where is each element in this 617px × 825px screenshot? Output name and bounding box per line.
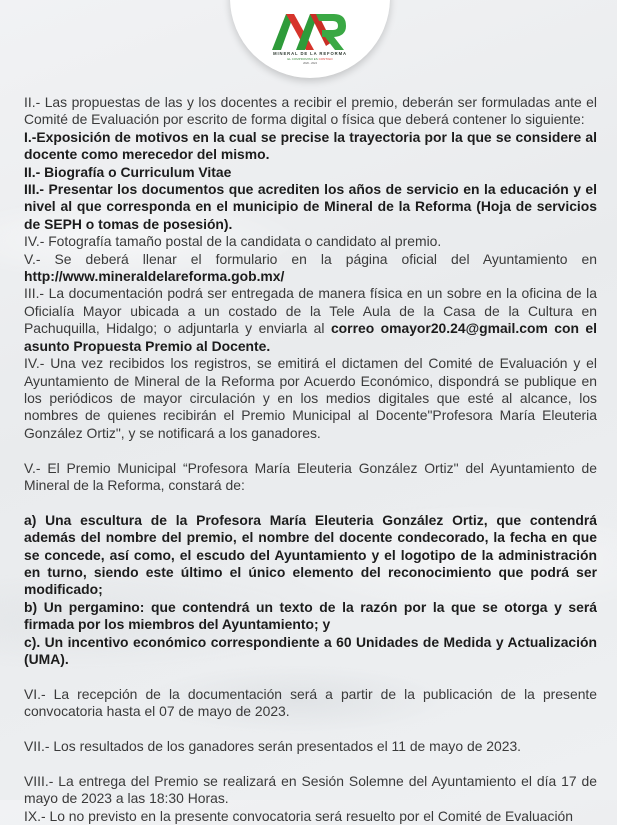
spacer — [24, 442, 597, 459]
logo-tagline-green: EL COMPROMISO ES — [287, 57, 318, 61]
logo-tagline-red: CONTIGO — [318, 57, 333, 61]
prize-item-c: c). Un incentivo económico correspondiente a 60 Unidades de Medida y Actualización (UMA). — [24, 633, 597, 667]
logo-tagline — [230, 57, 390, 61]
requirement-v-text: V.- Se deberá llenar el formulario en la página oficial del Ayuntamiento en — [24, 250, 597, 267]
prize-item-a: a) Una escultura de la Profesora María Eleuteria González Ortiz, que contendrá además del nombre del premio, el nombre del docente condecorado, la fecha en que se concede, así como, el escudo del Ayuntamiento y el logotipo de la administración en turno, siendo este último el único elemento del reconocimiento que podrá ser modificado; — [24, 511, 597, 598]
paragraph-vii: VII.- Los resultados de los ganadores serán presentados el 11 de mayo de 2023. — [24, 737, 522, 754]
requirement-ii: II.- Biografía o Curriculum Vitae — [24, 163, 232, 180]
requirement-iv: IV.- Fotografía tamaño postal de la candidata o candidato al premio. — [24, 233, 442, 250]
logo-years: 2020 - 2024 — [303, 62, 317, 65]
requirement-iii: III.- Presentar los documentos que acrediten los años de servicio en la educación y el nivel al que corresponda en el municipio de Mineral de la Reforma (Hoja de servicios de SEPH o tomas de posesión). — [24, 181, 597, 232]
paragraph-iii — [24, 285, 597, 355]
requirement-v — [24, 251, 597, 286]
paragraph-iii-text: III.- La documentación podrá ser entregada de manera física en un sobre en la oficina de la Oficialía Mayor ubicada a un costado de la Tele Aula de la Casa de la Cultura en Pachuquilla, Hidalgo; o adjuntarla y enviarla al — [24, 285, 597, 337]
municipal-logo-badge — [230, 0, 390, 78]
prize-item-b: b) Un pergamino: que contendrá un texto de la razón por la que se otorga y será firmada por los miembros del Ayuntamiento; y — [24, 598, 597, 633]
paragraph-viii: VIII.- La entrega del Premio se realizará en Sesión Solemne del Ayuntamiento el día 17 de mayo de 2023 a las 18:30 Horas. — [24, 772, 597, 807]
paragraph-ix: IX.- Lo no previsto en la presente convocatoria será resuelto por el Comité de Evaluación — [24, 807, 573, 824]
paragraph-v: V.- El Premio Municipal “Profesora María Eleuteria González Ortiz" del Ayuntamiento de Mineral de la Reforma, constará de: — [24, 459, 597, 493]
mr-logo-icon — [272, 6, 348, 50]
paragraph-ii-intro: II.- Las propuestas de las y los docentes a recibir el premio, deberán ser formuladas ante el Comité de Evaluación por escrito de forma digital o física que deberá contener lo siguiente: — [24, 94, 597, 128]
logo-name: MINERAL DE LA REFORMA — [273, 51, 347, 56]
paragraph-iv: IV.- Una vez recibidos los registros, se emitirá el dictamen del Comité de Evaluación y el Ayuntamiento de Mineral de la Reforma por Acuerdo Económico, dispondrá se publique en los periódicos de mayor circulación y en los medios digitales que esté al alcance, los nombres de quienes recibirán el Premio Municipal al Docente"Profesora María Eleuteria González Ortiz", y se notificará a los ganadores. — [24, 355, 597, 441]
requirement-i: I.-Exposición de motivos en la cual se precise la trayectoria por la que se considere al docente como merecedor del mismo. — [24, 128, 597, 163]
spacer — [24, 721, 597, 738]
convocatoria-document-body — [24, 94, 597, 825]
paragraph-vi: VI.- La recepción de la documentación será a partir de la publicación de la presente convocatoria hasta el 07 de mayo de 2023. — [24, 685, 597, 720]
spacer — [24, 755, 597, 772]
spacer — [24, 494, 597, 511]
spacer — [24, 668, 597, 685]
submission-email[interactable]: correo omayor20.24@gmail.com con el asunto Propuesta Premio al Docente. — [24, 320, 598, 354]
official-website-link[interactable]: http://www.mineraldelareforma.gob.mx/ — [24, 268, 285, 285]
